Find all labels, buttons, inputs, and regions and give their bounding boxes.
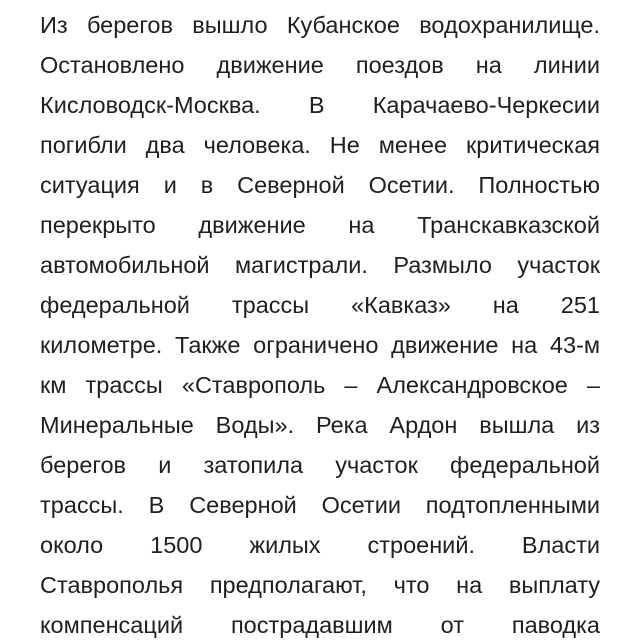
article-body [40, 5, 600, 640]
article-line: километре. Также ограничено движение на 43-м [40, 332, 600, 358]
article-line: автомобильной магистрали. Размыло участок [40, 252, 600, 278]
article-line: Остановлено движение поездов на линии [40, 52, 600, 78]
article-line: федеральной трассы «Кавказ» на 251 [40, 292, 600, 318]
article-line: ситуация и в Северной Осетии. Полностью [40, 172, 600, 198]
article-line: км трассы «Ставрополь – Александровское – [40, 372, 600, 398]
article-line: берегов и затопила участок федеральной [40, 452, 600, 478]
article-line: около 1500 жилых строений. Власти [40, 532, 600, 558]
article-line: компенсаций пострадавшим от паводка [40, 612, 600, 638]
article-line: погибли два человека. Не менее критическая [40, 132, 600, 158]
article-line: перекрыто движение на Транскавказской [40, 212, 600, 238]
article-line: Из берегов вышло Кубанское водохранилище. [40, 12, 600, 38]
article-line: Минеральные Воды». Река Ардон вышла из [40, 412, 600, 438]
article-line: Ставрополья предполагают, что на выплату [40, 572, 600, 598]
article-line: Кисловодск-Москва. В Карачаево-Черкесии [40, 92, 600, 118]
article-line: трассы. В Северной Осетии подтопленными [40, 492, 600, 518]
